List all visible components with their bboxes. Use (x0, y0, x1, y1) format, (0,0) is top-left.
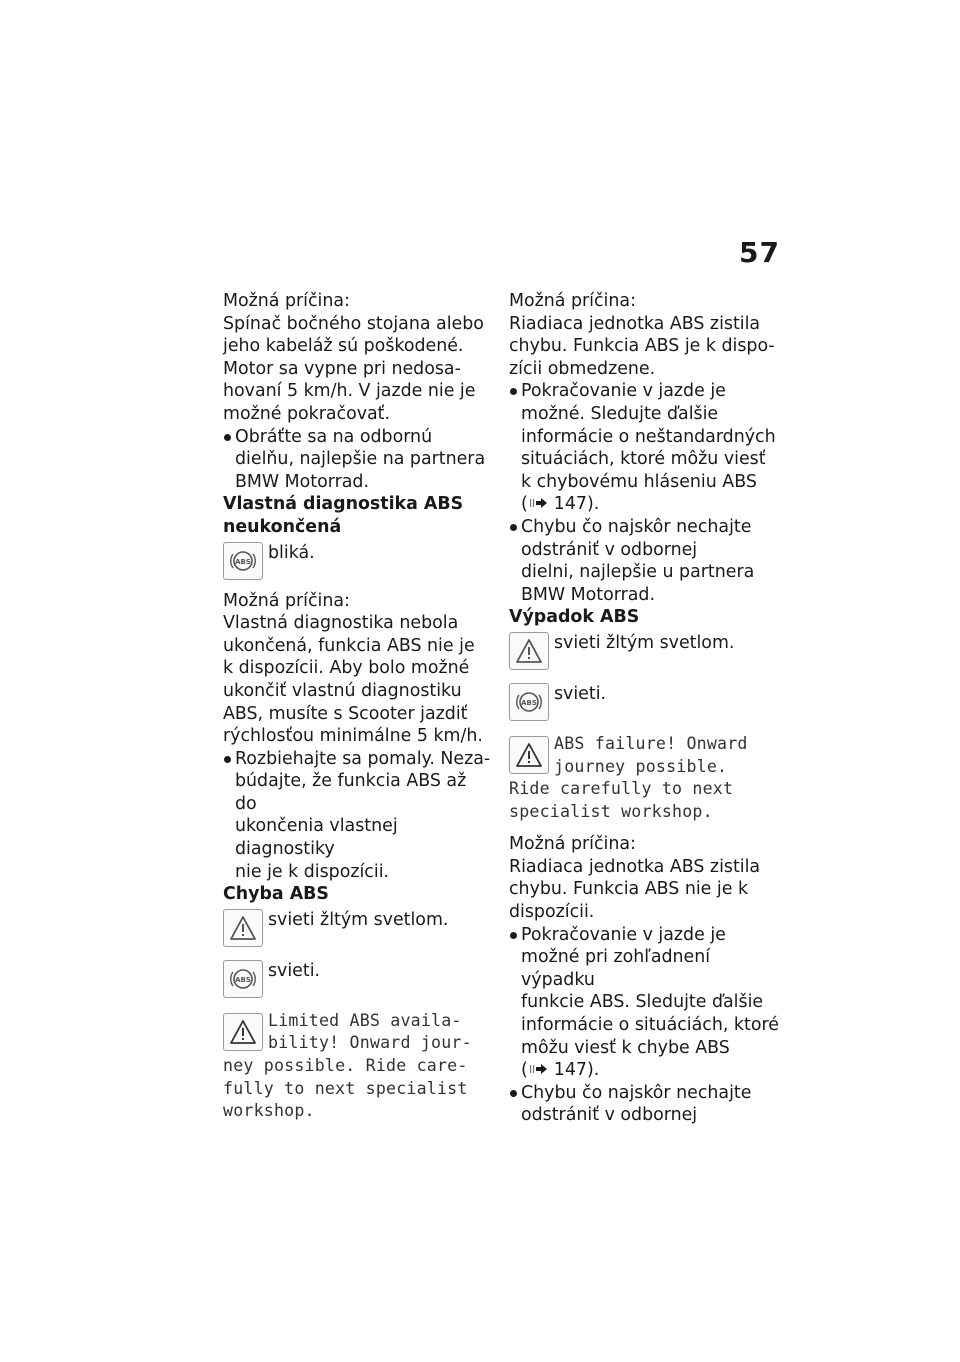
instruction-item: Pokračovanie v jazde je možné pri zohľadnení výpadku funkcie ABS. Sledujte ďalšie informácie o situáciách, ktoré môžu viesť k chybe ABS ( 147). (509, 924, 784, 1082)
display-warning-icon (509, 736, 549, 774)
warning-triangle-icon (223, 909, 263, 947)
instruction-item: Obráťte sa na odbornú dielňu, najlepšie na partnera BMW Motorrad. (223, 426, 491, 494)
cause-label: Možná príčina: (223, 590, 350, 611)
indicator-row (509, 682, 784, 721)
page-reference[interactable]: 147). (553, 1060, 600, 1081)
page-reference[interactable]: 147). (553, 494, 600, 515)
page-number: 57 (739, 236, 780, 269)
instruction-item: Chybu čo najskôr nechajte odstrániť v odbornej dielni, najlepšie u partnera BMW Motorrad. (509, 516, 784, 606)
indicator-status: svieti žltým svetlom. (268, 909, 449, 930)
display-warning-icon (223, 1013, 263, 1051)
indicator-row (509, 631, 784, 670)
cause-label: Možná príčina: (223, 291, 350, 311)
cause-text: Vlastná diagnostika nebola ukončená, funkcia ABS nie je k dispozícii. Aby bolo možné ukončiť vlastnú diagnostiku ABS, musíte s Scooter jazdiť rýchlosťou minimálne 5 km/h. (223, 613, 483, 747)
cause-label: Možná príčina: (509, 834, 636, 855)
indicator-status: svieti žltým svetlom. (554, 632, 735, 653)
section-heading: Vlastná diagnostika ABS neukončená (223, 494, 464, 537)
indicator-status: svieti. (268, 960, 321, 981)
svg-text:ABS: ABS (521, 698, 537, 707)
instruction-list (223, 426, 491, 494)
warning-triangle-icon (509, 632, 549, 670)
cause-label: Možná príčina: (509, 291, 636, 311)
page-reference-arrow-icon (530, 497, 548, 509)
instruction-item: Rozbiehajte sa pomaly. Neza- búdajte, že funkcia ABS až do ukončenia vlastnej diagnostiky nie je k dispozícii. (223, 748, 491, 884)
indicator-row (223, 908, 491, 947)
instruction-item: Chybu čo najskôr nechajte odstrániť v odbornej (509, 1082, 784, 1127)
abs-icon (509, 683, 549, 721)
left-column (223, 290, 491, 1123)
abs-icon (223, 542, 263, 580)
instruction-list (509, 924, 784, 1127)
indicator-row (223, 541, 491, 580)
section-heading: Výpadok ABS (509, 607, 640, 628)
indicator-status: svieti. (554, 683, 607, 704)
indicator-status: bliká. (268, 542, 315, 563)
instruction-item: Pokračovanie v jazde je možné. Sledujte ďalšie informácie o neštandardných situáciách, ktoré môžu viesť k chybovému hláseniu ABS ( 147). (509, 380, 784, 516)
svg-text:ABS: ABS (235, 975, 251, 984)
cause-text: Riadiaca jednotka ABS zistila chybu. Funkcia ABS nie je k dispozícii. (509, 856, 761, 923)
page-reference-arrow-icon (530, 1063, 548, 1075)
instruction-list (509, 380, 784, 606)
svg-text:ABS: ABS (235, 557, 251, 566)
indicator-row (223, 959, 491, 998)
abs-icon (223, 960, 263, 998)
cause-text: Spínač bočného stojana alebo jeho kabeláž sú poškodené. Motor sa vypne pri nedosa- hovaní 5 km/h. V jazde nie je možné pokračovať. (223, 313, 484, 424)
instruction-list (223, 748, 491, 884)
display-message: ABS failure! Onward journey possible. Ride carefully to next specialist workshop. (509, 733, 748, 821)
display-message: Limited ABS availa- bility! Onward jour- ney possible. Ride care- fully to next specialist workshop. (223, 1010, 472, 1121)
cause-text: Riadiaca jednotka ABS zistila chybu. Funkcia ABS je k dispo- zícii obmedzene. (509, 313, 775, 379)
right-column (509, 290, 784, 1127)
section-heading: Chyba ABS (223, 884, 329, 905)
